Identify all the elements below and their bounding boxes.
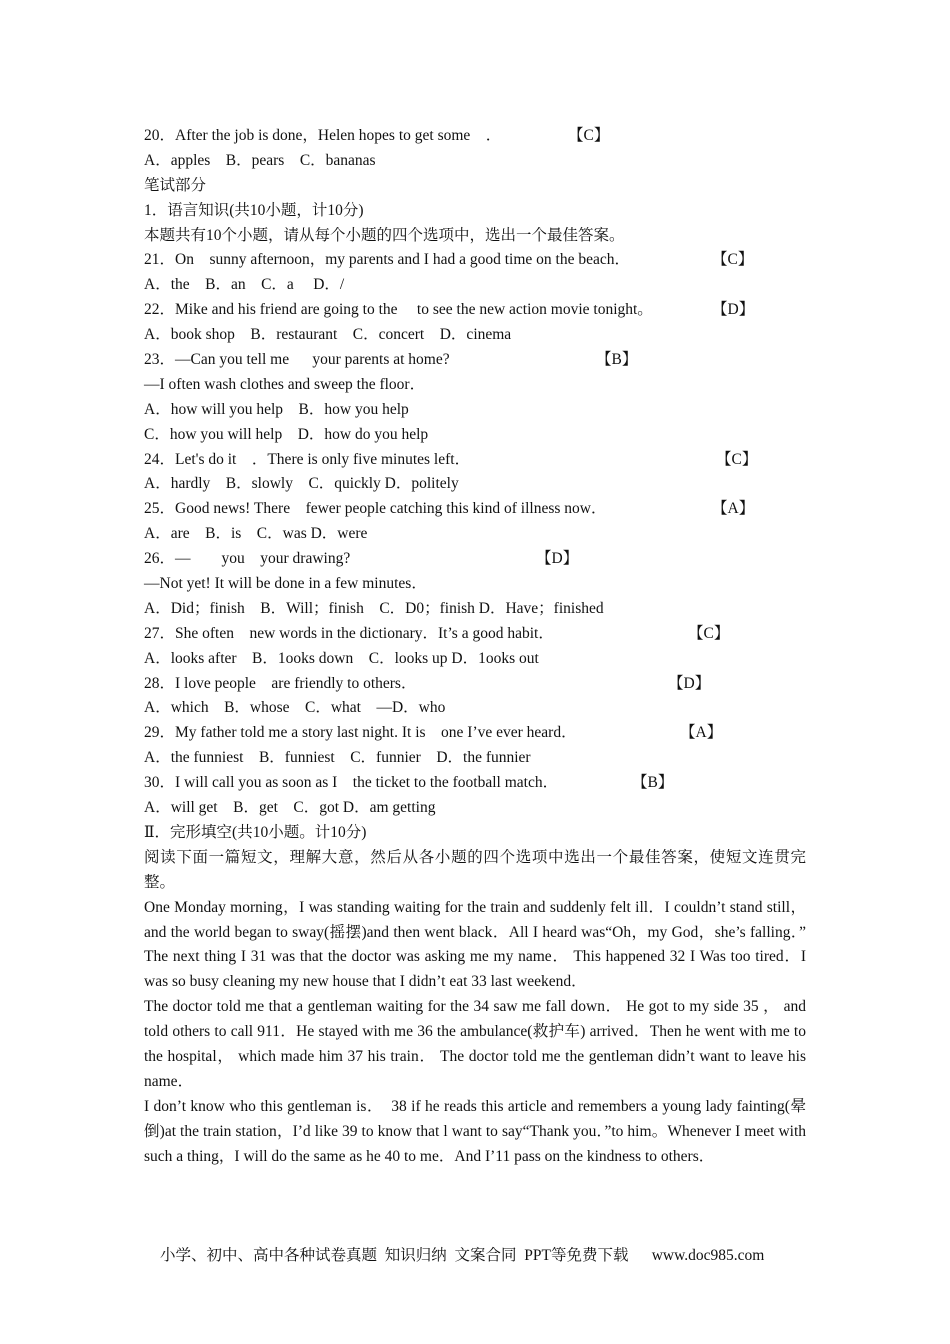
answer-key: 【A】	[712, 500, 755, 518]
question-line: 22．Mike and his friend are going to the to see the new action movie tonight。 【D】	[144, 298, 806, 323]
section-instructions: 阅读下面一篇短文，理解大意，然后从各小题的四个选项中选出一个最佳答案，使短文连贯完整。	[144, 848, 806, 891]
answer-key: 【C】	[712, 251, 754, 269]
question-line: 27．She often new words in the dictionary．It’s a good habit． 【C】	[144, 622, 806, 647]
dialogue-line: —I often wash clothes and sweep the floor．	[144, 375, 426, 393]
answer-key: 【B】	[632, 774, 674, 792]
dialogue-line: —Not yet! It will be done in a few minutes．	[144, 575, 427, 593]
options-line: A．how will you help B．how you help	[144, 400, 409, 418]
section-subheading: 1．语言知识(共10小题，计10分)	[144, 201, 364, 219]
section-heading: 笔试部分	[144, 176, 207, 194]
answer-key: 【C】	[568, 127, 610, 144]
options-line: C．how you will help D．how do you help	[144, 425, 429, 443]
options-line: A．apples B．pears C．bananas	[144, 151, 376, 169]
answer-key: 【A】	[680, 724, 723, 742]
question-line: 30．I will call you as soon as I the ticket to the football match． 【B】	[144, 771, 806, 796]
options-line: A．which B．whose C．what —D．who	[144, 699, 446, 717]
answer-key: 【C】	[716, 450, 758, 468]
answer-key: 【D】	[668, 674, 711, 692]
passage-paragraph: I don’t know who this gentleman is． 38 if he reads this article and remembers a young lady fainting(晕倒)at the train station，I’d like 39 to know that l want to say“Thank you．”to him。Whenever I meet with such a thing，I will do the same as he 40 to me．And I’11 pass on the kindness to others．	[144, 1097, 806, 1165]
options-line: A．are B．is C．was D．were	[144, 525, 368, 543]
options-line: A．book shop B．restaurant C．concert D．cinema	[144, 326, 512, 344]
answer-key: 【B】	[596, 351, 638, 369]
answer-key: 【D】	[536, 550, 579, 568]
section-instructions: 本题共有10个小题，请从每个小题的四个选项中，选出一个最佳答案。	[144, 226, 625, 244]
section-heading: Ⅱ．完形填空(共10小题。计10分)	[144, 823, 367, 841]
question-line: 28．I love people are friendly to others． 【D】	[144, 672, 806, 697]
question-line: 26．— you your drawing? 【D】	[144, 547, 806, 572]
question-line: 21．On sunny afternoon，my parents and I had a good time on the beach． 【C】	[144, 248, 806, 273]
answer-key: 【C】	[688, 624, 730, 642]
passage-paragraph: The doctor told me that a gentleman waiting for the 34 saw me fall down． He got to my side 35 ， and told others to call 911．He stayed with me 36 the ambulance(救护车) arrived．Then he went with me to the hospital， which made him 37 his train． The doctor told me the gentleman didn’t want to leave his name．	[144, 998, 806, 1090]
passage-paragraph: One Monday morning，I was standing waiting for the train and suddenly felt ill．I couldn’t stand still， and the world began to sway(摇摆)and then went black．All I heard was“Oh，my God，she’s falling．” The next thing I 31 was that the doctor was asking me my name． This happened 32 I Was too tired．I was so busy cleaning my new house that I didn’t eat 33 last weekend．	[144, 898, 806, 991]
options-line: A．hardly B．slowly C．quickly D．politely	[144, 475, 459, 493]
answer-key: 【D】	[712, 301, 755, 319]
page-footer: 小学、初中、高中各种试卷真题 知识归纳 文案合同 PPT等免费下载 www.doc985.com	[160, 1247, 765, 1264]
question-line: 25．Good news! There fewer people catching this kind of illness now． 【A】	[144, 497, 806, 522]
options-line: A．will get B．get C．got D．am getting	[144, 799, 436, 817]
options-line: A．the funniest B．funniest C．funnier D．the funnier	[144, 749, 531, 767]
question-line: 23．—Can you tell me your parents at home? 【B】	[144, 348, 806, 373]
question-line: 24．Let's do it ．There is only five minutes left． 【C】	[144, 448, 806, 473]
options-line: A．looks after B．1ooks down C．looks up D．1ooks out	[144, 649, 539, 667]
question-line: 20．After the job is done，Helen hopes to get some ． 【C】	[144, 124, 806, 149]
question-line: 29．My father told me a story last night. It is one I’ve ever heard． 【A】	[144, 721, 806, 746]
options-line: A．Did；finish B．Will；finish C．D0；finish D．Have；finished	[144, 599, 604, 617]
options-line: A．the B．an C．a D．/	[144, 276, 345, 294]
exam-content	[144, 124, 806, 1170]
